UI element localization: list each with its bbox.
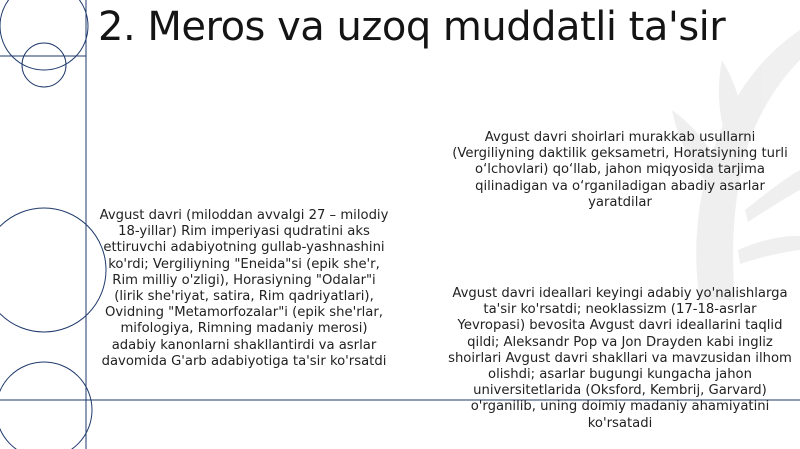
circle-outline-icon — [0, 0, 88, 70]
left-text-block: Avgust davri (miloddan avvalgi 27 – milodiy 18-yillar) Rim imperiyasi qudratini aks ettiruvchi adabiyotning gullab-yashnashini ko'rdi; Vergiliyning "Eneida"si (epik she'r, Rim milliy o'zligi), Horasiyning "Odalar"i (lirik she'riyat, satira, Rim qadriyatlari), Ovidning "Metamorfozalar"i (epik she'rlar, mifologiya, Rimning madaniy merosi) adabiy kanonlarni shakllantirdi va asrlar davomida G'arb adabiyotiga ta'sir ko'rsatdi — [99, 208, 389, 369]
right-top-text-block: Avgust davri shoirlari murakkab usullarni (Vergiliyning daktilik geksametri, Horatsiyning turli o‘lchovlari) qo‘llab, jahon miqyosida tarjima qilinadigan va o‘rganiladigan abadiy asarlar yaratdilar — [452, 130, 788, 210]
right-bottom-text-block: Avgust davri ideallari keyingi adabiy yo'nalishlarga ta'sir ko'rsatdi; neoklassizm (17-18-asrlar Yevropasi) bevosita Avgust davri ideallarini taqlid qildi; Aleksandr Pop va Jon Drayden kabi ingliz shoirlari Avgust davri shakllari va mavzusidan ilhom olishdi; asarlar bugungi kungacha jahon universitetlarida (Oksford, Kembrij, Garvard) o'rganilib, uning doimiy madaniy ahamiyatini ko'rsatadi — [448, 286, 792, 431]
page-title: 2. Meros va uzoq muddatli ta'sir — [98, 4, 726, 50]
